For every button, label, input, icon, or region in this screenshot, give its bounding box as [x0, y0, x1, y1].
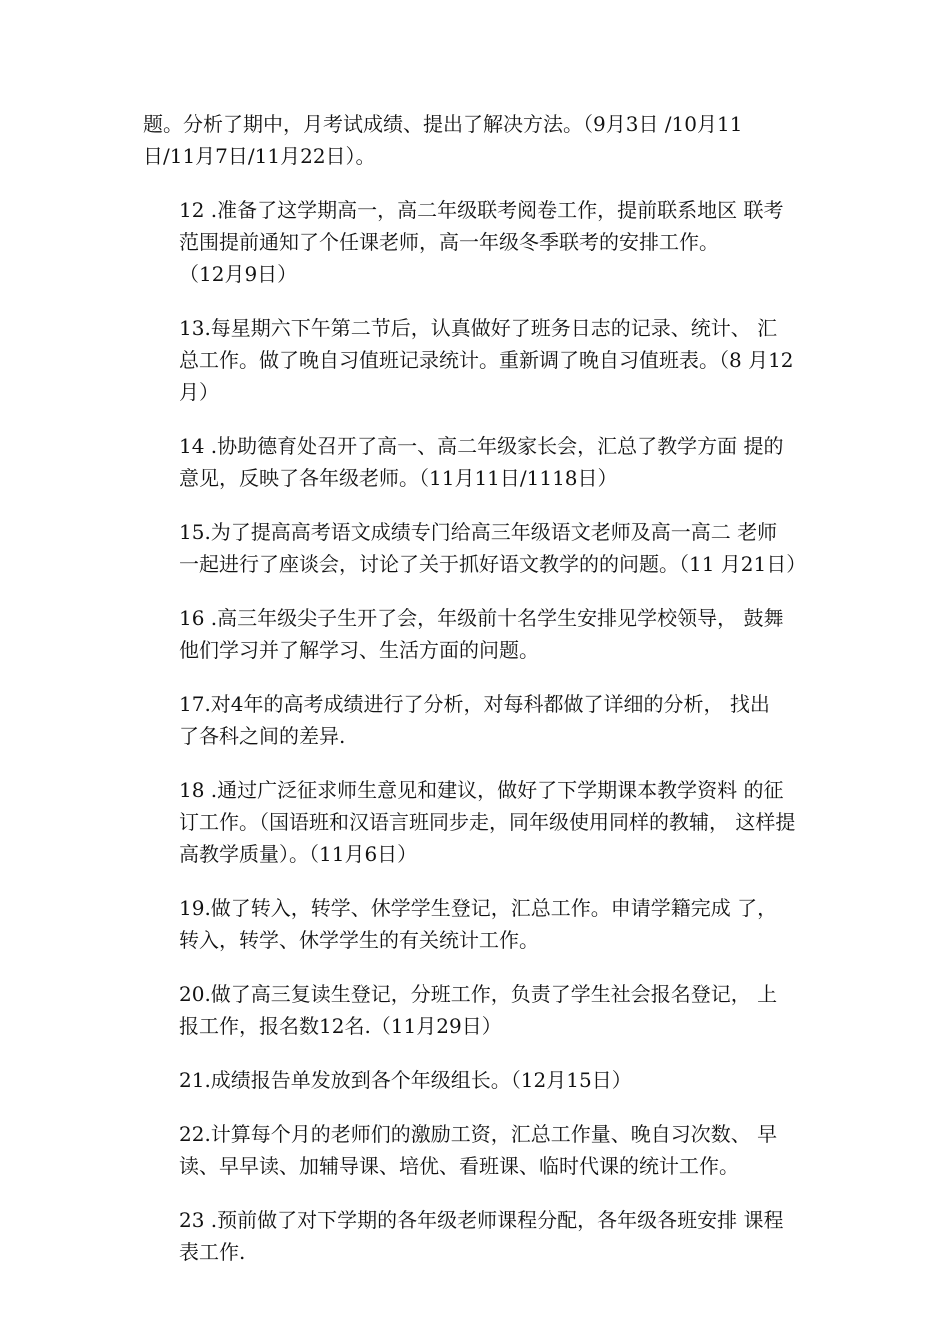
paragraph-line: 14 .协助德育处召开了高一、高二年级家长会，汇总了教学方面 提的	[179, 434, 784, 458]
paragraph-line: 12 .准备了这学期高一，高二年级联考阅卷工作，提前联系地区 联考	[179, 198, 784, 222]
paragraph-line: 范围提前通知了个任课老师，高一年级冬季联考的安排工作。	[179, 230, 719, 254]
paragraph-line: 一起进行了座谈会，讨论了关于抓好语文教学的的问题。（11 月21日）	[179, 552, 807, 576]
paragraph-line: 他们学习并了解学习、生活方面的问题。	[179, 638, 539, 662]
paragraph	[143, 108, 833, 172]
paragraph-line: 月）	[179, 380, 219, 404]
paragraph-line: 订工作。（国语班和汉语言班同步走，同年级使用同样的教辅， 这样提	[179, 810, 796, 834]
paragraph	[143, 602, 833, 666]
paragraph-line: 20.做了高三复读生登记，分班工作，负责了学生社会报名登记， 上	[179, 982, 778, 1006]
document-body	[143, 108, 833, 1290]
paragraph-line: 18 .通过广泛征求师生意见和建议，做好了下学期课本教学资料 的征	[179, 778, 784, 802]
paragraph-line: 题。分析了期中，月考试成绩、提出了解决方法。（9月3日 /10月11	[143, 112, 743, 136]
paragraph	[143, 1118, 833, 1182]
paragraph-line: 报工作，报名数12名.（11月29日）	[179, 1014, 502, 1038]
paragraph-line: 日/11月7日/11月22日）。	[143, 144, 376, 168]
paragraph	[143, 312, 833, 408]
paragraph-line: （12月9日）	[179, 262, 298, 286]
paragraph-line: 读、早早读、加辅导课、培优、看班课、临时代课的统计工作。	[179, 1154, 739, 1178]
paragraph	[143, 430, 833, 494]
paragraph-line: 总工作。做了晚自习值班记录统计。重新调了晚自习值班表。（8 月12	[179, 348, 794, 372]
paragraph-line: 表工作.	[179, 1240, 246, 1264]
paragraph-line: 23 .预前做了对下学期的各年级老师课程分配，各年级各班安排 课程	[179, 1208, 784, 1232]
paragraph	[143, 978, 833, 1042]
paragraph	[143, 688, 833, 752]
paragraph-line: 19.做了转入，转学、休学学生登记，汇总工作。申请学籍完成 了，	[179, 896, 778, 920]
paragraph	[143, 892, 833, 956]
paragraph	[143, 1204, 833, 1268]
paragraph-line: 17.对4年的高考成绩进行了分析，对每科都做了详细的分析， 找出	[179, 692, 770, 716]
paragraph	[143, 774, 833, 870]
paragraph-line: 高教学质量）。（11月6日）	[179, 842, 418, 866]
paragraph-line: 21.成绩报告单发放到各个年级组长。（12月15日）	[179, 1068, 632, 1092]
paragraph-line: 22.计算每个月的老师们的激励工资，汇总工作量、晚自习次数、 早	[179, 1122, 778, 1146]
paragraph-line: 13.每星期六下午第二节后，认真做好了班务日志的记录、统计、 汇	[179, 316, 778, 340]
paragraph	[143, 194, 833, 290]
paragraph-line: 15.为了提高高考语文成绩专门给高三年级语文老师及高一高二 老师	[179, 520, 778, 544]
paragraph	[143, 516, 833, 580]
paragraph-line: 了各科之间的差异.	[179, 724, 346, 748]
paragraph-line: 16 .高三年级尖子生开了会，年级前十名学生安排见学校领导， 鼓舞	[179, 606, 784, 630]
paragraph	[143, 1064, 833, 1096]
paragraph-line: 转入，转学、休学学生的有关统计工作。	[179, 928, 539, 952]
paragraph-line: 意见，反映了各年级老师。（11月11日/1118日）	[179, 466, 618, 490]
